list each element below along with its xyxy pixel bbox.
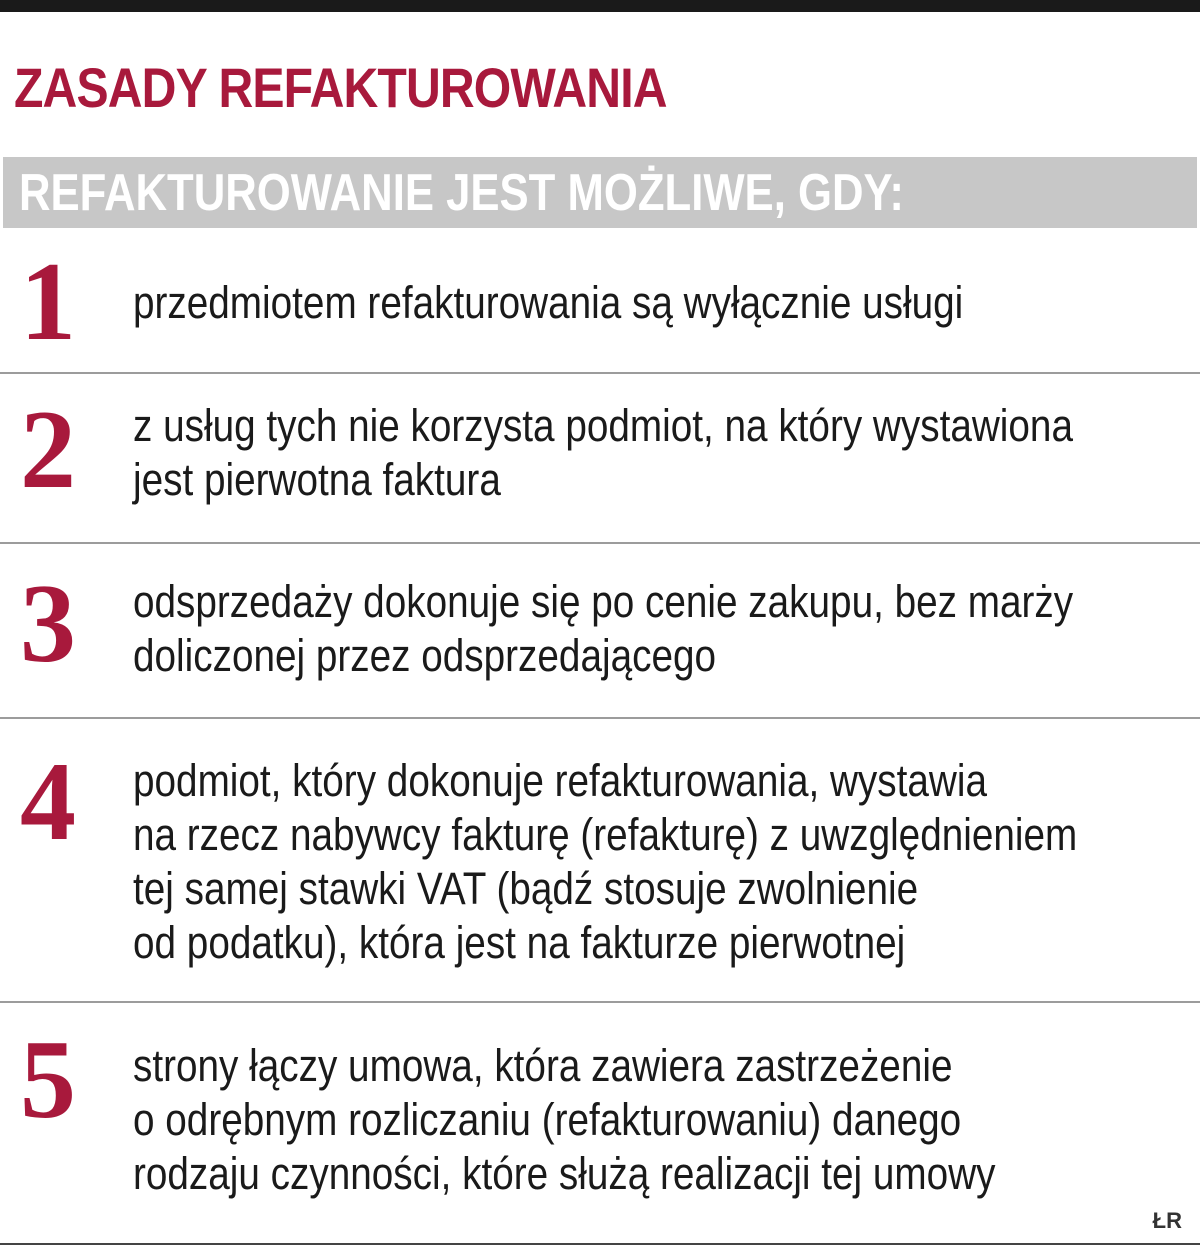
item-text: przedmiotem refakturowania są wyłącznie usługi	[133, 277, 964, 328]
item-text: z usług tych nie korzysta podmiot, na który wystawiona jest pierwotna faktura	[133, 400, 1073, 505]
top-rule	[0, 0, 1200, 12]
divider	[0, 717, 1200, 719]
item-number: 5	[20, 1018, 76, 1142]
author-credit: ŁR	[1152, 1208, 1182, 1233]
item-number: 3	[20, 562, 76, 686]
divider	[0, 1001, 1200, 1003]
divider	[0, 372, 1200, 374]
subheader-bar	[3, 157, 1197, 228]
item-text: podmiot, który dokonuje refakturowania, wystawia na rzecz nabywcy fakturę (refakturę) z uwzględnieniem tej samej stawki VAT (bądź stosuje zwolnienie od podatku), która jest na fakturze pierwotnej	[133, 755, 1078, 968]
item-number: 4	[20, 740, 76, 864]
item-text: odsprzedaży dokonuje się po cenie zakupu, bez marży doliczonej przez odsprzedającego	[133, 576, 1074, 681]
item-number: 1	[20, 240, 76, 364]
subheader-text: REFAKTUROWANIE JEST MOŻLIWE, GDY:	[19, 164, 904, 222]
divider	[0, 542, 1200, 544]
bottom-rule	[0, 1243, 1200, 1245]
page-title: ZASADY REFAKTUROWANIA	[14, 56, 667, 119]
item-text: strony łączy umowa, która zawiera zastrzeżenie o odrębnym rozliczaniu (refakturowaniu) danego rodzaju czynności, które służą realizacji tej umowy	[133, 1040, 996, 1199]
item-number: 2	[20, 388, 76, 512]
